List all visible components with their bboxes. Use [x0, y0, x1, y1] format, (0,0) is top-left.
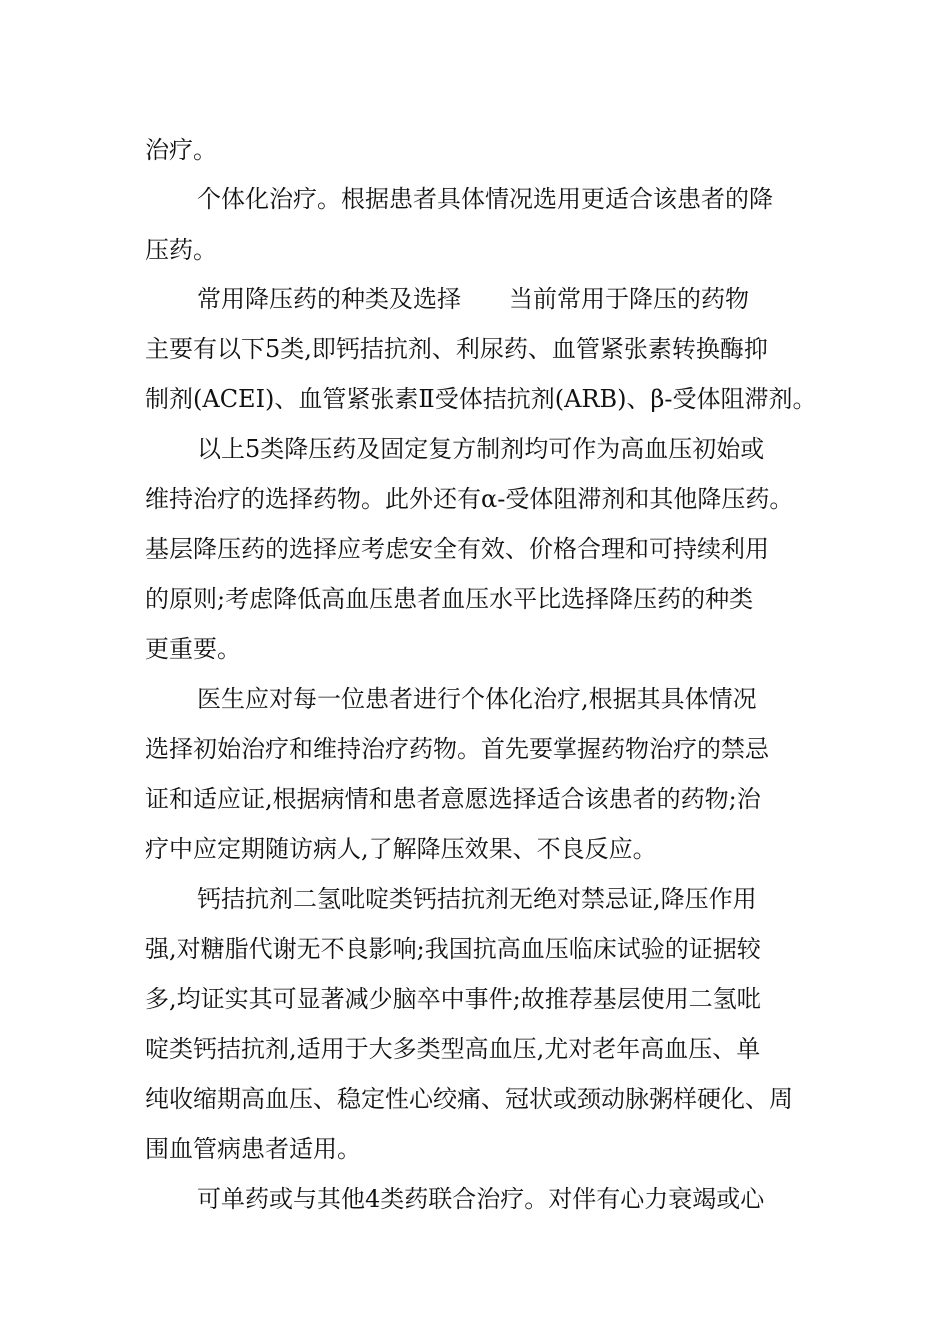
text-line: 基层降压药的选择应考虑安全有效、价格合理和可持续利用 [145, 535, 769, 563]
text-line: 强,对糖脂代谢无不良影响;我国抗高血压临床试验的证据较 [145, 935, 761, 963]
text-line: 治疗。 [145, 136, 217, 164]
text-line: 疗中应定期随访病人,了解降压效果、不良反应。 [145, 835, 657, 863]
text-line: 主要有以下5类,即钙拮抗剂、利尿药、血管紧张素转换酶抑 [145, 335, 768, 363]
text-line: 可单药或与其他4类药联合治疗。对伴有心力衰竭或心 [197, 1185, 765, 1213]
text-line: 医生应对每一位患者进行个体化治疗,根据其具体情况 [197, 685, 757, 713]
text-line: 围血管病患者适用。 [145, 1135, 361, 1163]
text-line: 维持治疗的选择药物。此外还有α-受体阻滞剂和其他降压药。 [145, 485, 794, 513]
text-line: 更重要。 [145, 635, 241, 663]
text-line: 个体化治疗。根据患者具体情况选用更适合该患者的降 [197, 185, 773, 213]
text-line: 以上5类降压药及固定复方制剂均可作为高血压初始或 [197, 435, 765, 463]
text-line: 常用降压药的种类及选择 当前常用于降压的药物 [197, 285, 749, 313]
text-line: 制剂(ACEI)、血管紧张素Ⅱ受体拮抗剂(ARB)、β-受体阻滞剂。 [145, 385, 817, 413]
text-line: 啶类钙拮抗剂,适用于大多类型高血压,尤对老年高血压、单 [145, 1035, 761, 1063]
text-line: 钙拮抗剂二氢吡啶类钙拮抗剂无绝对禁忌证,降压作用 [197, 885, 757, 913]
text-line: 纯收缩期高血压、稳定性心绞痛、冠状或颈动脉粥样硬化、周 [145, 1085, 793, 1113]
text-line: 证和适应证,根据病情和患者意愿选择适合该患者的药物;治 [145, 785, 761, 813]
text-line: 选择初始治疗和维持治疗药物。首先要掌握药物治疗的禁忌 [145, 735, 769, 763]
text-line: 压药。 [145, 236, 217, 264]
text-line: 多,均证实其可显著减少脑卒中事件;故推荐基层使用二氢吡 [145, 985, 761, 1013]
text-line: 的原则;考虑降低高血压患者血压水平比选择降压药的种类 [145, 585, 754, 613]
